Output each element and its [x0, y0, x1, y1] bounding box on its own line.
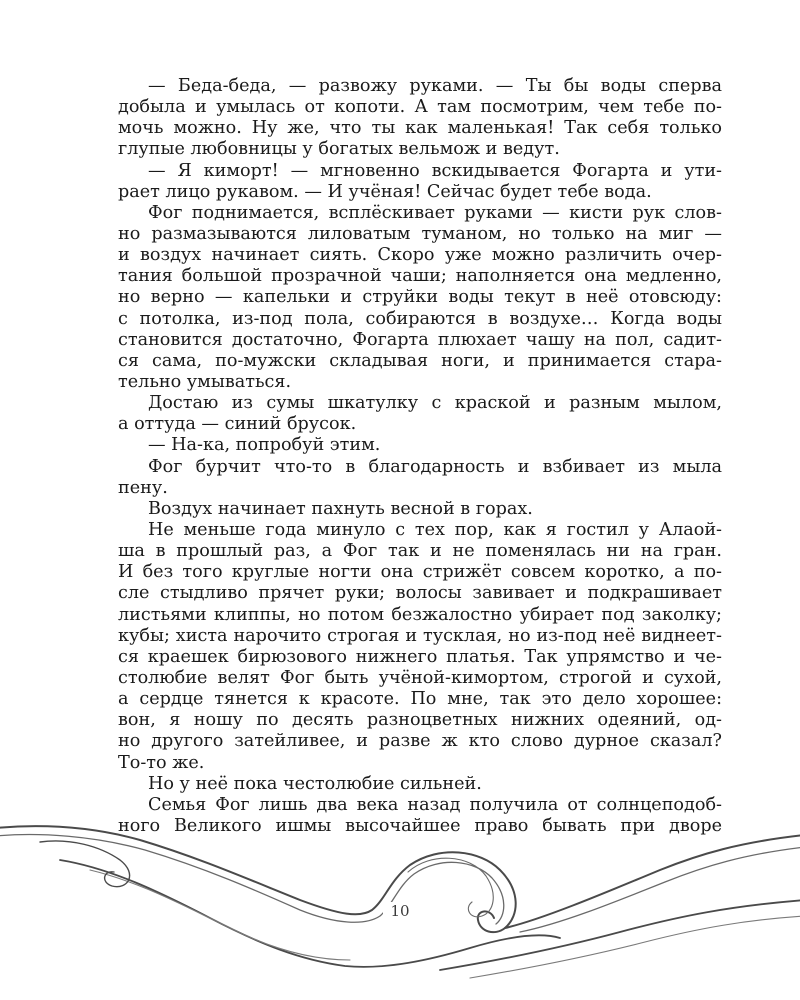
text-line: а оттуда — синий брусок. — [118, 414, 357, 435]
text-line: кубы; хиста нарочито строгая и тусклая, но из-под неё виднеет- — [118, 625, 722, 646]
text-line: но размазываются лиловатым туманом, но только на миг — — [118, 223, 722, 244]
body-text — [118, 76, 722, 837]
text-line: но верно — капельки и струйки воды текут в неё отовсюду: — [118, 287, 722, 308]
text-line: с потолка, из-под пола, собираются в воздухе… Когда воды — [118, 308, 722, 329]
text-line: — Я киморт! — мгновенно вскидывается Фогарта и ути- — [148, 160, 722, 181]
text-line: добыла и умылась от копоти. А там посмотрим, чем тебе по- — [118, 97, 722, 118]
text-line: Фог поднимается, всплёскивает руками — кисти рук слов- — [148, 202, 722, 223]
text-line: То-то же. — [118, 752, 205, 773]
page-number: 10 — [383, 902, 417, 920]
text-line: ного Великого ишмы высочайшее право бывать при дворе — [118, 815, 722, 836]
text-line: а сердце тянется к красоте. По мне, так это дело хорошее: — [118, 689, 722, 710]
text-line: Не меньше года минуло с тех пор, как я гостил у Алаой- — [148, 519, 722, 540]
text-line: но другого затейливее, и разве ж кто слово дурное сказал? — [118, 731, 722, 752]
text-line: ша в прошлый раз, а Фог так и не поменялась ни на гран. — [118, 541, 722, 562]
text-line: и воздух начинает сиять. Скоро уже можно различить очер- — [118, 245, 722, 266]
text-line: — На-ка, попробуй этим. — [148, 435, 381, 456]
text-line: Фог бурчит что-то в благодарность и взбивает из мыла — [148, 456, 722, 477]
text-line: листьями клиппы, но потом безжалостно убирает под заколку; — [118, 604, 722, 625]
text-line: ся сама, по-мужски складывая ноги, и принимается стара- — [118, 350, 722, 371]
text-line: Воздух начинает пахнуть весной в горах. — [148, 498, 533, 519]
text-line: Достаю из сумы шкатулку с краской и разным мылом, — [148, 393, 722, 414]
text-line: глупые любовницы у богатых вельмож и ведут. — [118, 139, 560, 160]
text-line: — Беда-беда, — развожу руками. — Ты бы воды сперва — [148, 76, 722, 96]
text-line: ся краешек бирюзового нижнего платья. Так упрямство и че- — [118, 646, 722, 667]
text-line: вон, я ношу по десять разноцветных нижних одеяний, од- — [118, 710, 722, 731]
text-line: тания большой прозрачной чаши; наполняется она медленно, — [118, 266, 722, 287]
text-line: сле стыдливо прячет руки; волосы завивает и подкрашивает — [118, 583, 722, 604]
text-line: столюбие велят Фог быть учёной-кимортом, строгой и сухой, — [118, 667, 722, 688]
text-line: пену. — [118, 477, 168, 498]
text-line: становится достаточно, Фогарта плюхает чашу на пол, садит- — [118, 329, 722, 350]
text-line: тельно умываться. — [118, 371, 292, 392]
text-line: Но у неё пока честолюбие сильней. — [148, 773, 482, 794]
text-line: И без того круглые ногти она стрижёт совсем коротко, а по- — [118, 562, 722, 583]
text-line: рает лицо рукавом. — И учёная! Сейчас будет тебе вода. — [118, 181, 652, 202]
text-line: Семья Фог лишь два века назад получила от солнцеподоб- — [148, 794, 722, 815]
text-line: мочь можно. Ну же, что ты как маленькая! Так себя только — [118, 118, 722, 139]
